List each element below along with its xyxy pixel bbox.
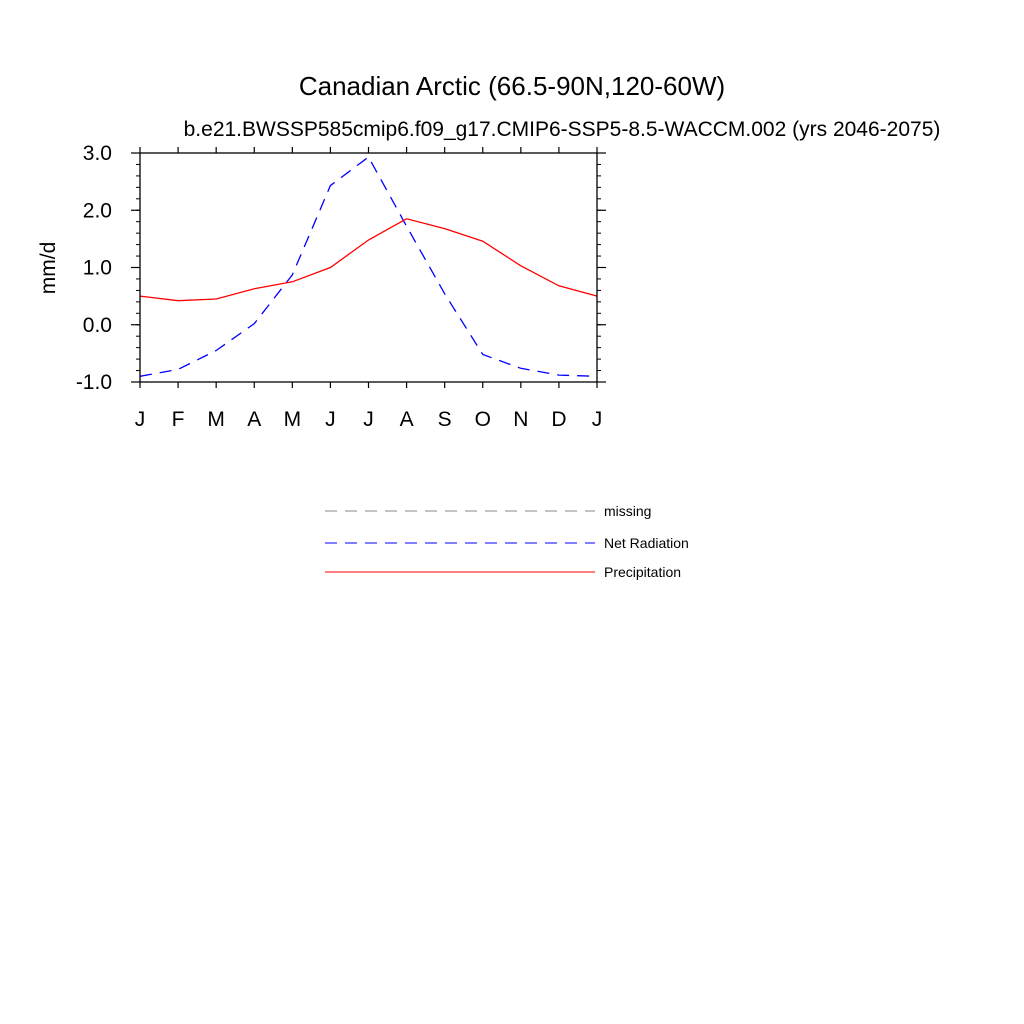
y-tick-label: 3.0	[82, 142, 112, 165]
y-tick-label: -1.0	[75, 371, 112, 394]
series-line-1	[140, 157, 597, 376]
chart-title: Canadian Arctic (66.5-90N,120-60W)	[298, 71, 726, 101]
x-tick-label: J	[325, 408, 336, 431]
x-tick-label: J	[591, 408, 603, 431]
x-tick-label: A	[399, 408, 414, 431]
series-line-2	[140, 219, 597, 301]
chart-subtitle: b.e21.BWSSP585cmip6.f09_g17.CMIP6-SSP5-8.5-WACCM.002 (yrs 2046-2075)	[183, 118, 941, 141]
y-tick-label: 1.0	[82, 256, 112, 280]
y-tick-label: 0.0	[82, 313, 112, 337]
x-tick-label: A	[247, 408, 262, 431]
x-tick-label: D	[551, 408, 567, 431]
plot-frame	[140, 153, 597, 382]
legend-label-0: missing	[604, 503, 652, 519]
y-tick-label: 2.0	[82, 199, 112, 223]
x-tick-label: M	[207, 408, 225, 431]
x-tick-label: J	[134, 408, 146, 431]
x-tick-label: N	[513, 408, 529, 431]
x-tick-label: F	[171, 408, 185, 431]
x-tick-label: S	[437, 408, 452, 431]
plot-area	[76, 142, 606, 431]
tick-layer	[76, 142, 606, 431]
x-tick-label: O	[474, 408, 491, 431]
legend	[325, 503, 689, 580]
x-tick-label: M	[283, 408, 302, 431]
x-tick-label: J	[363, 408, 374, 431]
legend-label-1: Net Radiation	[604, 535, 689, 551]
legend-label-2: Precipitation	[604, 564, 682, 580]
y-axis-label: mm/d	[37, 241, 60, 295]
series-layer	[140, 157, 597, 376]
